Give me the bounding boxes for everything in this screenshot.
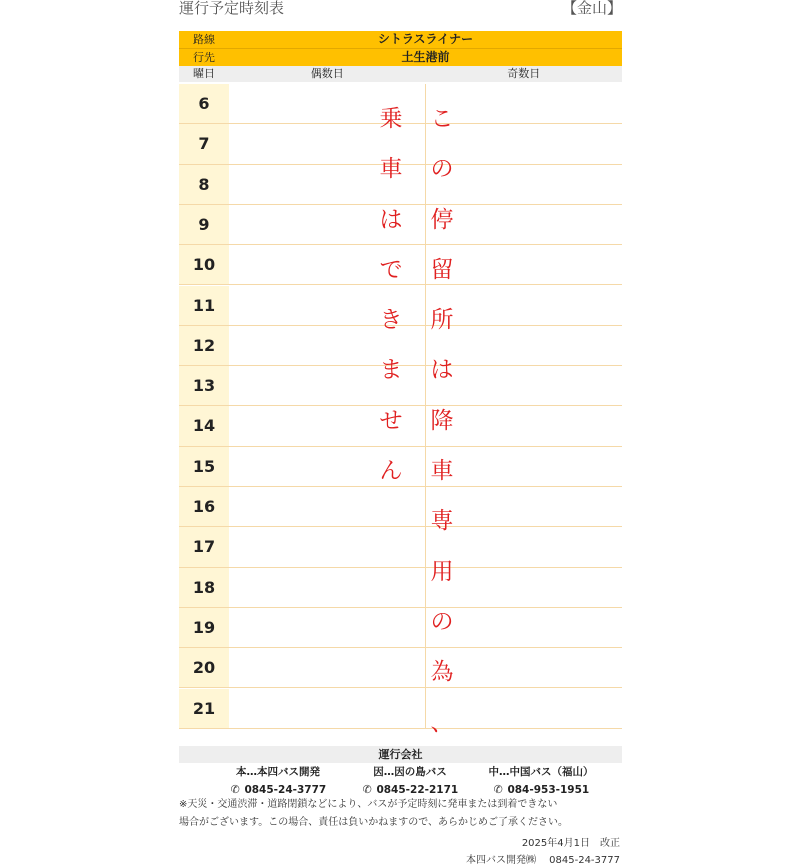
operator-innoshima xyxy=(345,765,475,798)
notice-char: ま xyxy=(379,357,403,384)
hour-label: 17 xyxy=(179,527,229,566)
day-type-row xyxy=(179,66,622,82)
operator-phone-number: 084-953-1951 xyxy=(507,784,590,796)
hour-row xyxy=(179,527,622,567)
notice-char: せ xyxy=(379,407,403,434)
even-day-header: 偶数日 xyxy=(310,67,344,80)
route-name: シトラスライナー xyxy=(377,32,474,46)
notice-char: 用 xyxy=(430,558,454,585)
operator-chugoku xyxy=(476,765,606,798)
hour-label: 20 xyxy=(179,648,229,687)
notice-char: こ xyxy=(430,106,454,132)
hour-label: 10 xyxy=(179,245,229,284)
revision-date: 2025年4月1日 改正 xyxy=(521,838,620,849)
route-row xyxy=(179,31,622,48)
hour-label: 14 xyxy=(179,406,229,445)
phone-icon: ✆ xyxy=(493,783,503,796)
notice-char: 車 xyxy=(379,156,403,183)
operator-phone-number: 0845-22-2171 xyxy=(376,784,459,796)
hour-row xyxy=(179,689,622,729)
notice-char: で xyxy=(379,256,403,283)
destination-row xyxy=(179,48,622,66)
notice-char: 、 xyxy=(430,709,454,736)
destination-label: 行先 xyxy=(193,51,215,64)
hour-label: 8 xyxy=(179,165,229,204)
hour-label: 15 xyxy=(179,447,229,486)
phone-icon: ✆ xyxy=(230,783,240,796)
hour-label: 16 xyxy=(179,487,229,526)
destination-name: 土生港前 xyxy=(401,50,450,64)
hour-label: 7 xyxy=(179,124,229,163)
notice-char: は xyxy=(430,357,454,384)
boarding-notice-right xyxy=(427,94,457,748)
hour-label: 12 xyxy=(179,326,229,365)
notice-char: ん xyxy=(379,458,403,485)
hour-label: 9 xyxy=(179,205,229,244)
operator-phone xyxy=(345,782,475,798)
hour-row xyxy=(179,648,622,688)
hour-label: 11 xyxy=(179,286,229,325)
route-label: 路線 xyxy=(193,33,215,46)
notice-char: の xyxy=(430,156,454,183)
notice-char: 為 xyxy=(430,659,454,686)
hour-label: 6 xyxy=(179,84,229,123)
hour-row xyxy=(179,568,622,608)
hour-label: 13 xyxy=(179,366,229,405)
hour-row xyxy=(179,608,622,648)
hour-label: 19 xyxy=(179,608,229,647)
notice-char: 乗 xyxy=(379,106,403,132)
notice-char: 車 xyxy=(430,458,454,485)
notice-char: 停 xyxy=(430,206,454,233)
notice-char: の xyxy=(430,608,454,635)
operator-phone-number: 0845-24-3777 xyxy=(244,784,327,796)
boarding-notice-left xyxy=(376,94,406,496)
stop-name: 【金山】 xyxy=(561,0,622,17)
hour-label: 21 xyxy=(179,689,229,728)
timetable-sheet xyxy=(179,0,622,866)
disclaimer-line-1: ※天災・交通渋滞・道路閉鎖などにより、バスが予定時刻に発車または到着できない xyxy=(179,799,558,810)
notice-char: 専 xyxy=(430,508,454,535)
operator-title: 運行会社 xyxy=(179,746,622,763)
operator-phone xyxy=(213,782,343,798)
phone-icon: ✆ xyxy=(362,783,372,796)
column-divider xyxy=(425,84,426,729)
notice-char: き xyxy=(379,307,403,334)
notice-char: は xyxy=(379,206,403,233)
operator-name: 中…中国バス（福山） xyxy=(488,766,594,778)
footer-company: 本四バス開発㈱ 0845-24-3777 xyxy=(465,855,620,866)
odd-day-header: 奇数日 xyxy=(507,67,541,80)
hour-label: 18 xyxy=(179,568,229,607)
day-type-label: 曜日 xyxy=(179,66,229,82)
operator-honshi xyxy=(213,765,343,798)
notice-char: 降 xyxy=(430,407,454,434)
disclaimer-line-2: 場合がございます。この場合、責任は負いかねますので、あらかじめご了承ください。 xyxy=(179,817,568,828)
operator-name: 本…本四バス開発 xyxy=(236,766,320,778)
notice-char: 留 xyxy=(430,256,454,283)
notice-char: 所 xyxy=(430,307,454,334)
operator-phone xyxy=(476,782,606,798)
operator-name: 因…因の島バス xyxy=(373,766,447,778)
page-title: 運行予定時刻表 xyxy=(179,0,285,17)
